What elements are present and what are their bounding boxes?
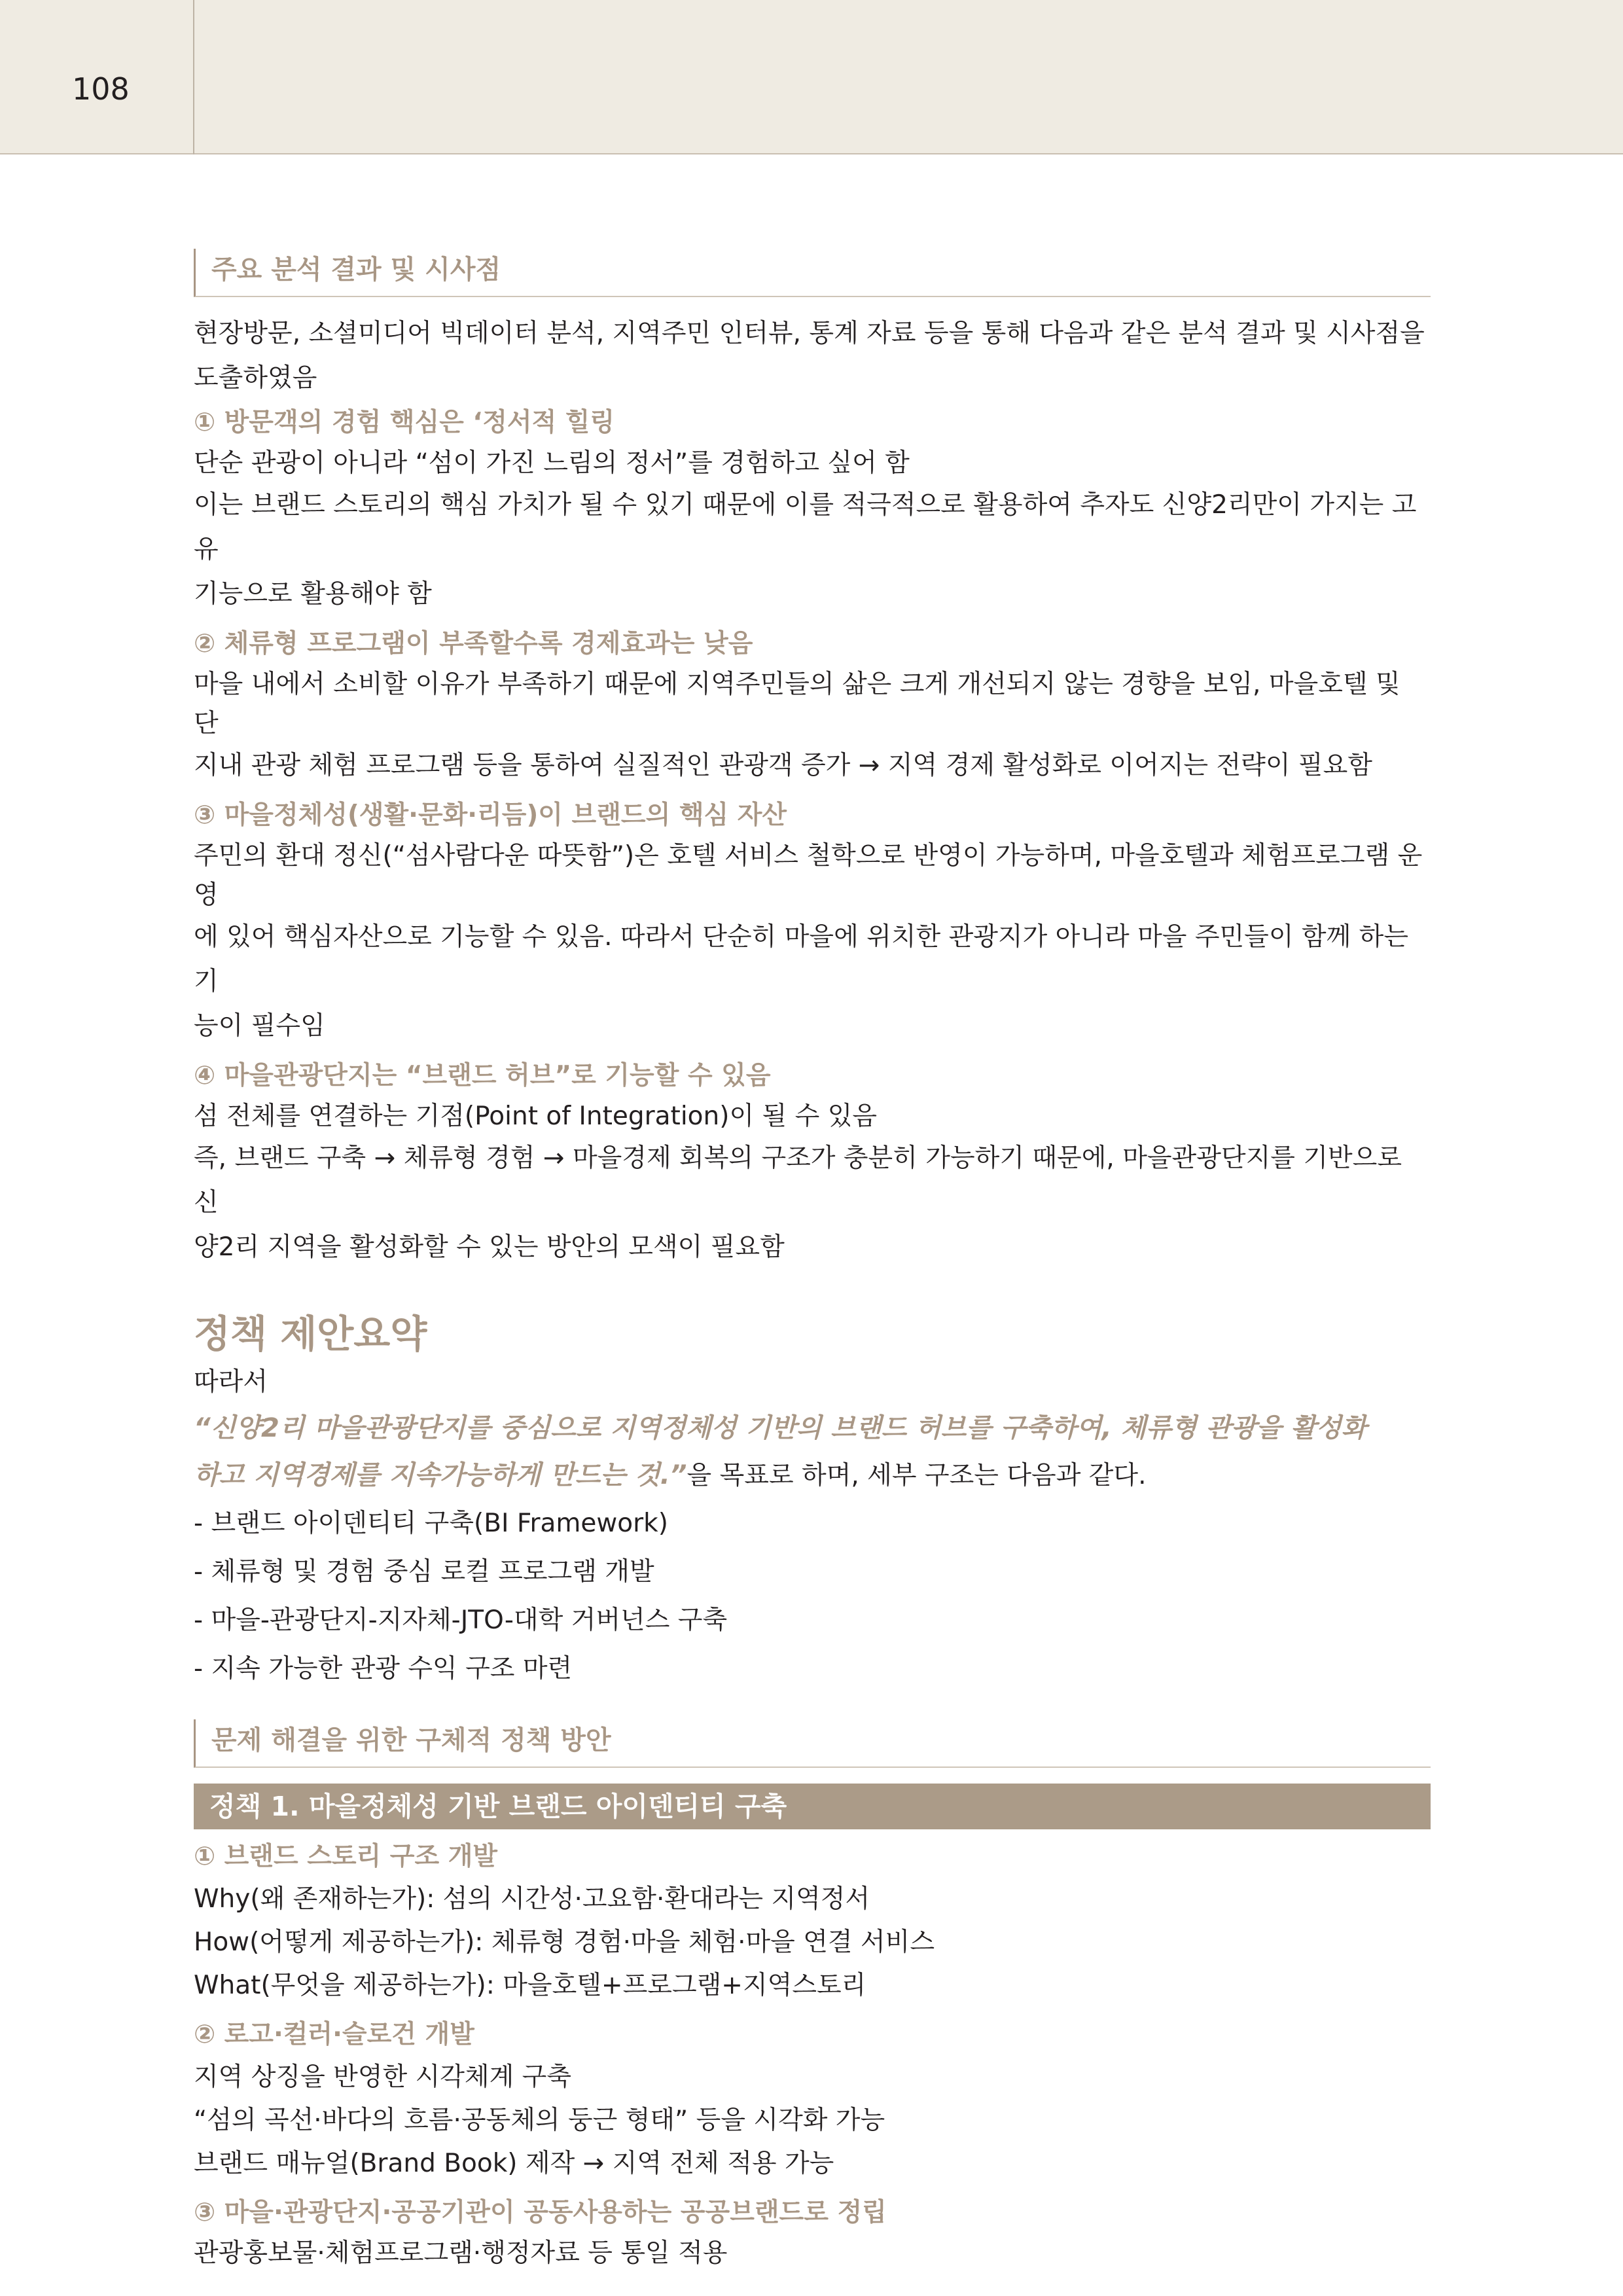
section-heading: 문제 해결을 위한 구체적 정책 방안	[194, 1719, 1431, 1768]
finding-line: 즉, 브랜드 구축 → 체류형 경험 → 마을경제 회복의 구조가 충분히 가능하기 때문에, 마을관광단지를 기반으로 신	[194, 1143, 1402, 1217]
bullet-item: - 마을-관광단지-지자체-JTO-대학 거버넌스 구축	[194, 1605, 728, 1635]
finding-line: 기능으로 활용해야 함	[194, 579, 432, 609]
policy-goal-quote	[194, 1405, 1431, 1499]
finding-line: 양2리 지역을 활성화할 수 있는 방안의 모색이 필요함	[194, 1232, 785, 1262]
finding-title: ④ 마을관광단지는 “브랜드 허브”로 기능할 수 있음	[194, 1061, 771, 1090]
intro-line: 현장방문, 소셜미디어 빅데이터 분석, 지역주민 인터뷰, 통계 자료 등을 통해 다음과 같은 분석 결과 및 시사점을	[194, 319, 1425, 348]
policy-item-line: 지역 상징을 반영한 시각체계 구축	[194, 2062, 572, 2092]
policy-lead: 따라서	[194, 1367, 268, 1397]
policy-item-line: “섬의 곡선·바다의 흐름·공동체의 둥근 형태” 등을 시각화 가능	[194, 2106, 885, 2135]
finding-line: 이는 브랜드 스토리의 핵심 가치가 될 수 있기 때문에 이를 적극적으로 활용하여 추자도 신양2리만이 가지는 고유	[194, 490, 1417, 564]
finding-line: 마을 내에서 소비할 이유가 부족하기 때문에 지역주민들의 삶은 크게 개선되지 않는 경향을 보임, 마을호텔 및 단	[194, 670, 1400, 738]
quote-line: 하고 지역경제를 지속가능하게 만드는 것.”	[194, 1460, 687, 1490]
policy-summary-title: 정책 제안요약	[194, 1312, 427, 1356]
section-heading: 주요 분석 결과 및 시사점	[194, 249, 1431, 297]
policy-item-title: ① 브랜드 스토리 구조 개발	[194, 1842, 498, 1871]
finding-line: 에 있어 핵심자산으로 기능할 수 있음. 따라서 단순히 마을에 위치한 관광지가 아니라 마을 주민들이 함께 하는 기	[194, 922, 1409, 996]
finding-line: 주민의 환대 정신(“섬사람다운 따뜻함”)은 호텔 서비스 철학으로 반영이 가능하며, 마을호텔과 체험프로그램 운영	[194, 841, 1423, 910]
policy-item-line: 브랜드 매뉴얼(Brand Book) 제작 → 지역 전체 적용 가능	[194, 2149, 834, 2178]
policy-item-title: ② 로고·컬러·슬로건 개발	[194, 2020, 474, 2049]
page-header	[0, 0, 1623, 154]
finding-line: 단순 관광이 아니라 “섬이 가진 느림의 정서”를 경험하고 싶어 함	[194, 448, 910, 478]
policy-item-title: ③ 마을·관광단지·공공기관이 공동사용하는 공공브랜드로 정립	[194, 2198, 887, 2227]
bullet-item: - 브랜드 아이덴티티 구축(BI Framework)	[194, 1509, 668, 1538]
policy-item-line: 관광홍보물·체험프로그램·행정자료 등 통일 적용	[194, 2238, 728, 2268]
finding-line: 지내 관광 체험 프로그램 등을 통하여 실질적인 관광객 증가 → 지역 경제 활성화로 이어지는 전략이 필요함	[194, 751, 1372, 780]
policy-item-line: How(어떻게 제공하는가): 체류형 경험·마을 체험·마을 연결 서비스	[194, 1928, 935, 1957]
header-divider	[193, 0, 194, 154]
bullet-item: - 지속 가능한 관광 수익 구조 마련	[194, 1654, 573, 1683]
finding-title: ③ 마을정체성(생활·문화·리듬)이 브랜드의 핵심 자산	[194, 800, 787, 830]
intro-line: 도출하였음	[194, 363, 317, 393]
policy-item-line: Why(왜 존재하는가): 섬의 시간성·고요함·환대라는 지역정서	[194, 1884, 870, 1914]
policy-1-title-bar: 정책 1. 마을정체성 기반 브랜드 아이덴티티 구축	[194, 1784, 1431, 1829]
finding-line: 섬 전체를 연결하는 기점(Point of Integration)이 될 수 있음	[194, 1102, 878, 1131]
finding-line: 능이 필수임	[194, 1011, 325, 1041]
bullet-item: - 체류형 및 경험 중심 로컬 프로그램 개발	[194, 1557, 654, 1587]
page-number: 108	[72, 71, 130, 107]
finding-title: ② 체류형 프로그램이 부족할수록 경제효과는 낮음	[194, 629, 753, 658]
quote-line: “신양2리 마을관광단지를 중심으로 지역정체성 기반의 브랜드 허브를 구축하여, 체류형 관광을 활성화	[194, 1413, 1367, 1443]
quote-continuation: 을 목표로 하며, 세부 구조는 다음과 같다.	[687, 1461, 1147, 1490]
policy-item-line: What(무엇을 제공하는가): 마을호텔+프로그램+지역스토리	[194, 1971, 866, 2000]
finding-title: ① 방문객의 경험 핵심은 ‘정서적 힐링	[194, 408, 615, 437]
page-content	[194, 249, 1431, 2273]
